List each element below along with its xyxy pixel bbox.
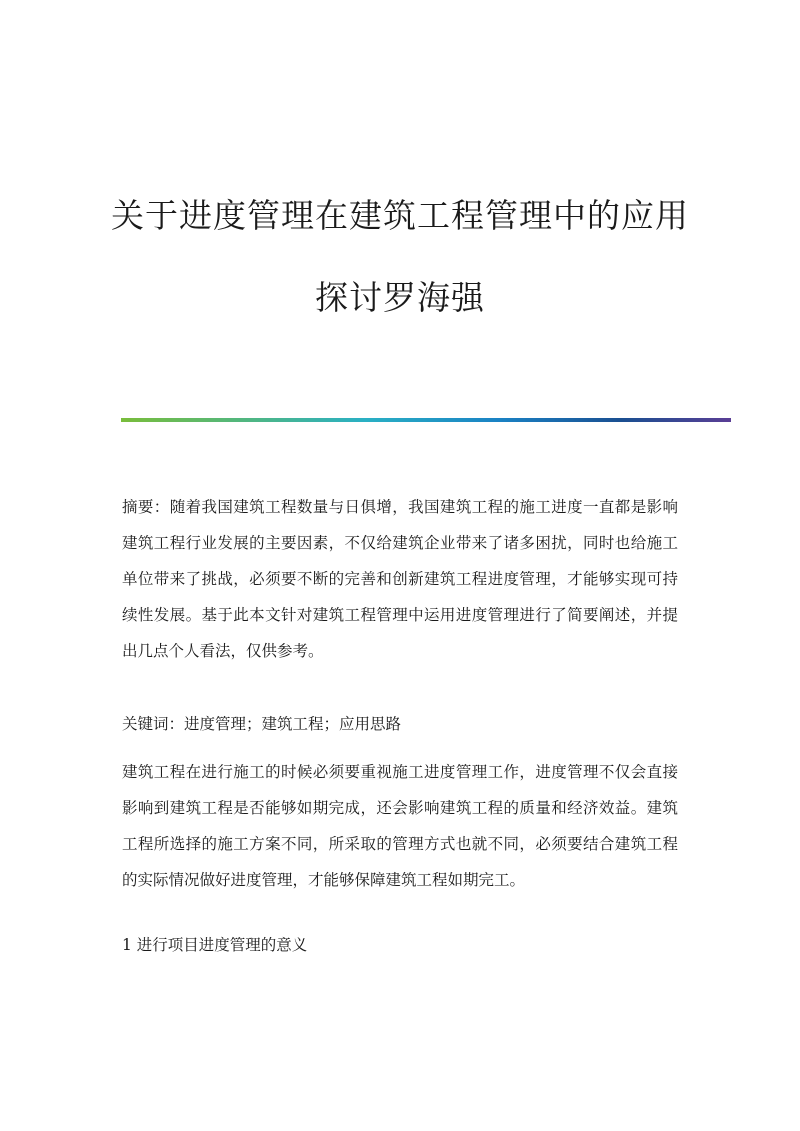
abstract-paragraph: 摘要：随着我国建筑工程数量与日俱增，我国建筑工程的施工进度一直都是影响建筑工程行业发展的主要因素，不仅给建筑企业带来了诸多困扰，同时也给施工单位带来了挑战，必须要不断的完善和创新建筑工程进度管理，才能够实现可持续性发展。基于此本文针对建筑工程管理中运用进度管理进行了简要阐述，并提出几点个人看法，仅供参考。 — [122, 498, 678, 660]
title-divider-gradient — [121, 418, 731, 422]
keywords-line: 关键词：进度管理；建筑工程；应用思路 — [122, 715, 402, 733]
body-paragraph: 建筑工程在进行施工的时候必须要重视施工进度管理工作，进度管理不仅会直接影响到建筑工程是否能够如期完成，还会影响建筑工程的质量和经济效益。建筑工程所选择的施工方案不同，所采取的管理方式也就不同，必须要结合建筑工程的实际情况做好进度管理，才能够保障建筑工程如期完工。 — [122, 763, 678, 889]
document-title-line-1: 关于进度管理在建筑工程管理中的应用 — [111, 196, 689, 235]
section-heading: 1 进行项目进度管理的意义 — [122, 936, 308, 954]
document-title-line-2: 探讨罗海强 — [315, 278, 485, 317]
